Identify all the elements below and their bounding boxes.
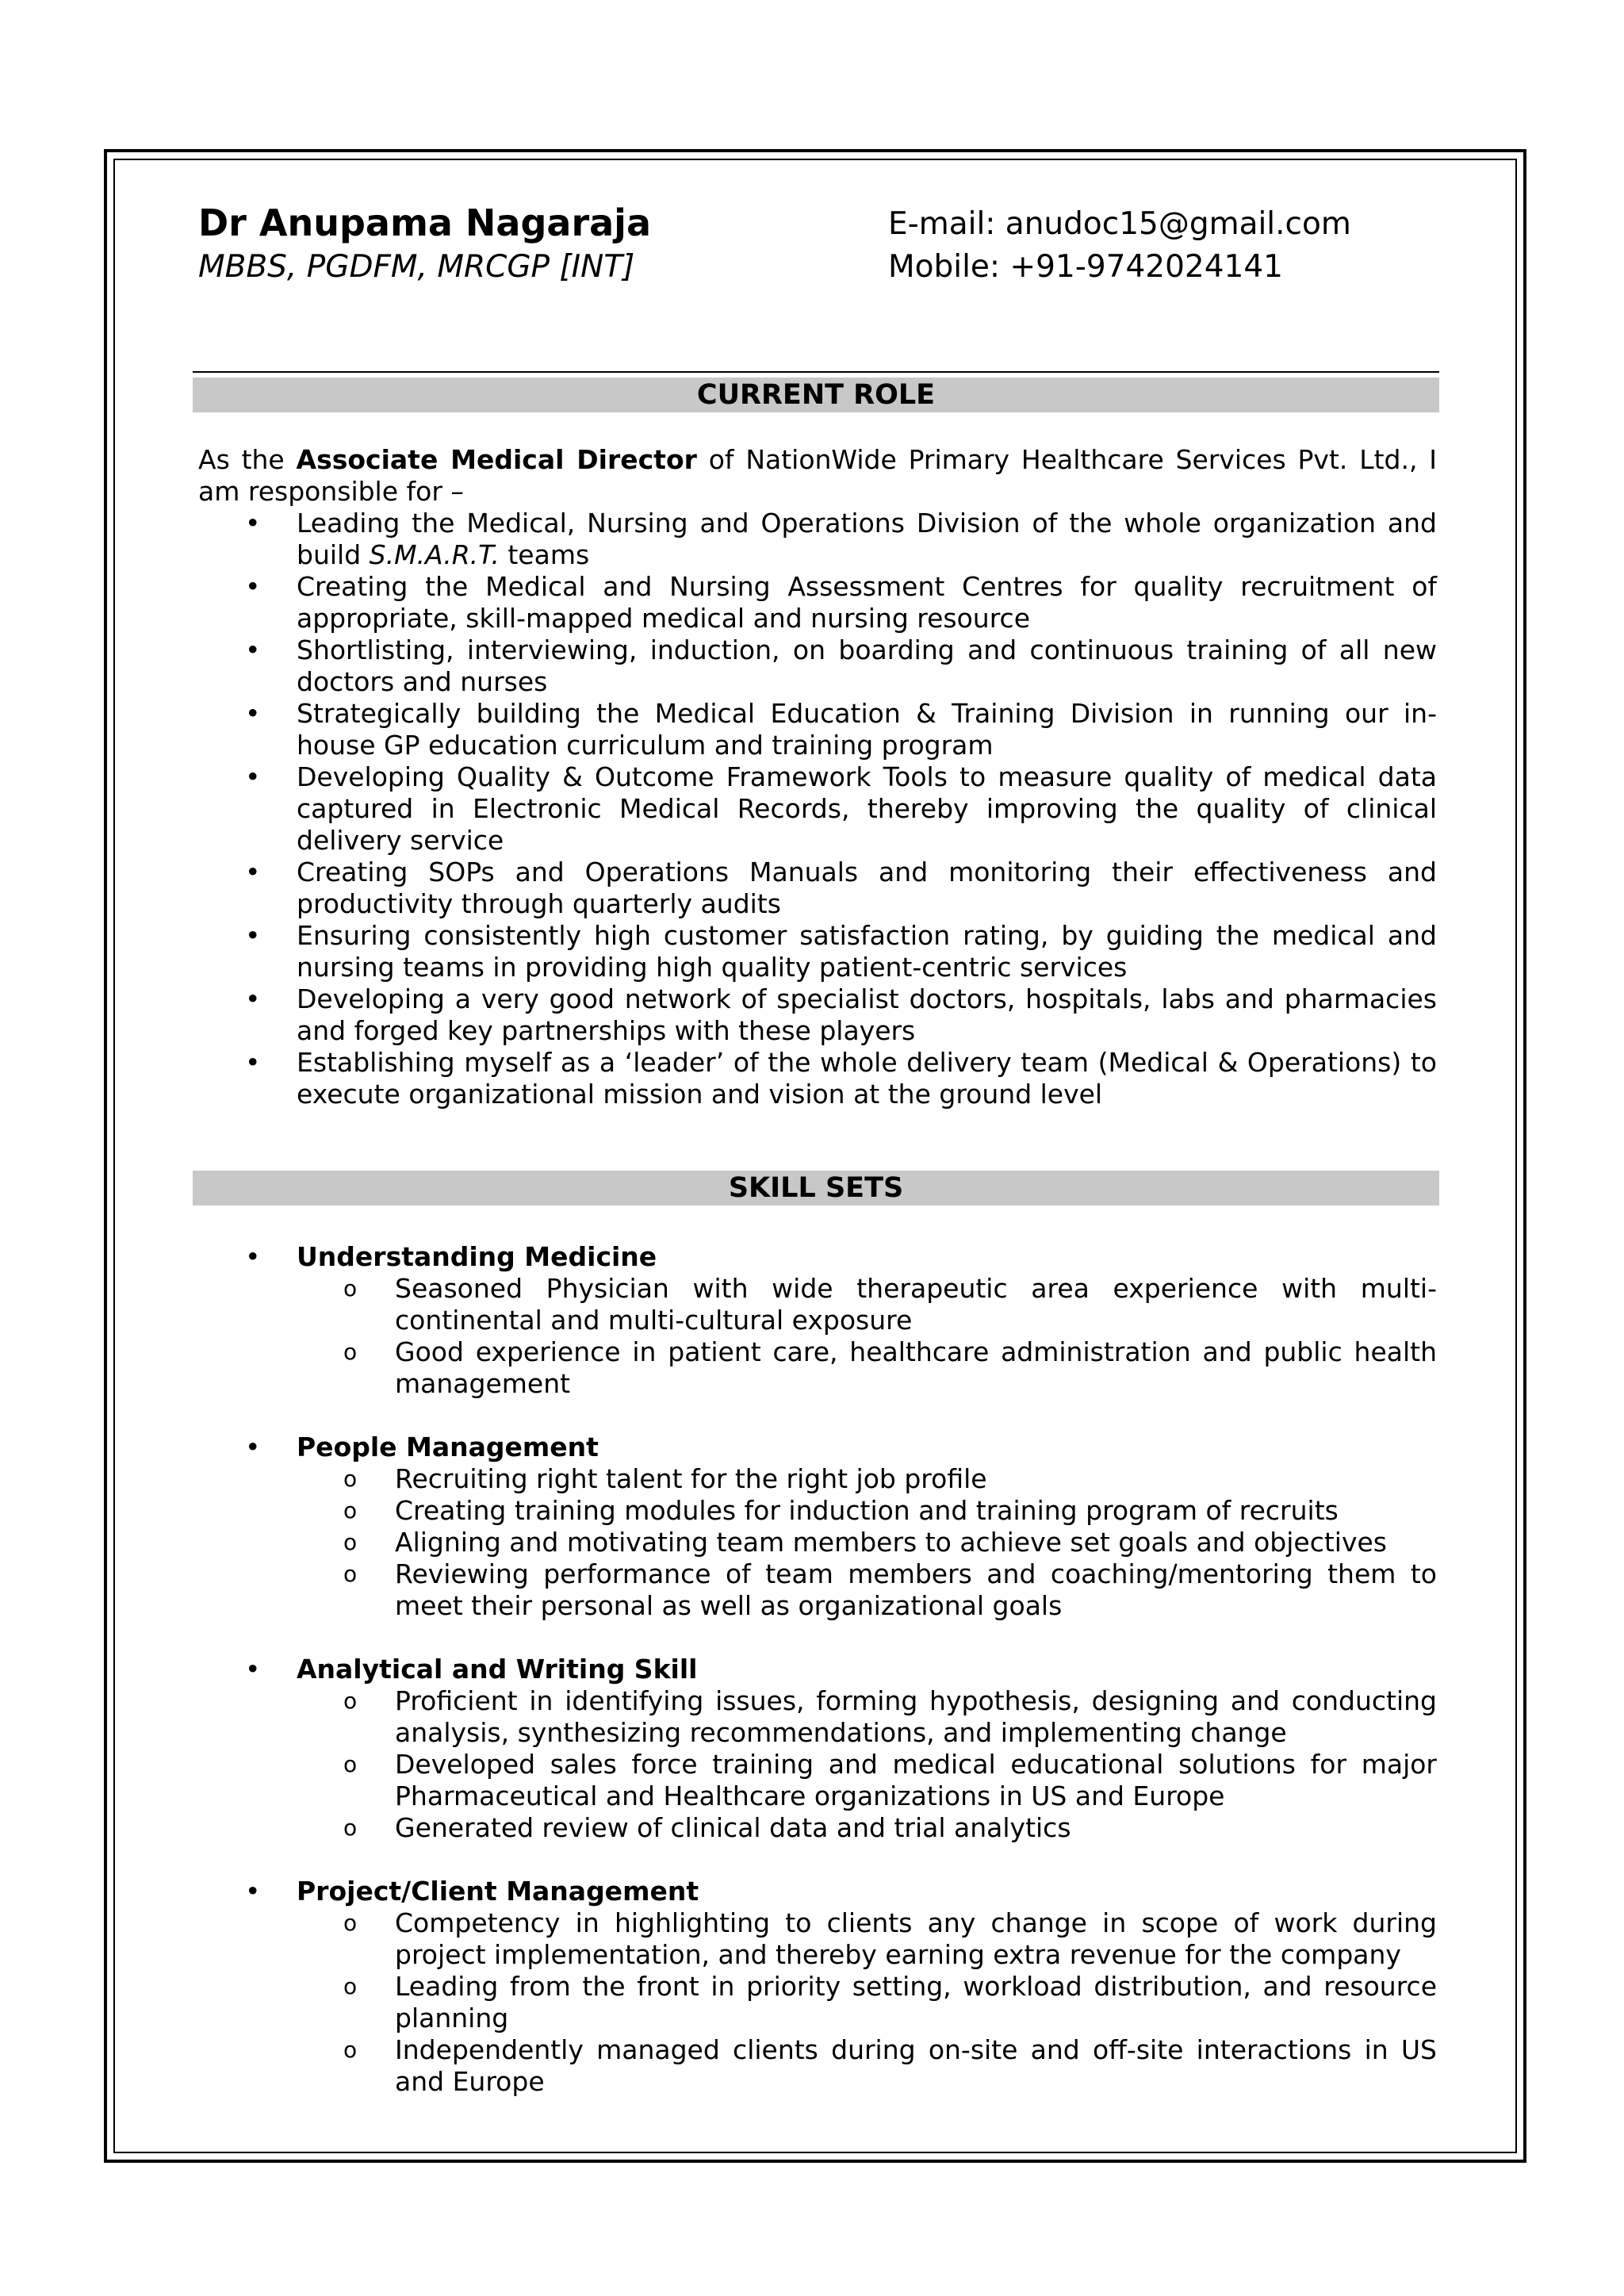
skill-list-item: o Generated review of clinical data and trial analytics: [343, 1812, 1071, 1843]
bullet-icon: •: [245, 1654, 261, 1685]
current-role-section: [198, 444, 1437, 1110]
circle-bullet-icon: o: [343, 1466, 358, 1492]
role-list-item: • Strategically building the Medical Education & Training Division in running our in-house GP education curriculum and training program: [245, 698, 1437, 761]
role-list-item: • Leading the Medical, Nursing and Operations Division of the whole organization and build S.M.A.R.T. teams: [245, 508, 1437, 570]
skill-list-item: o Recruiting right talent for the right job profile: [343, 1463, 987, 1494]
skill-list-item: o Aligning and motivating team members to achieve set goals and objectives: [343, 1527, 1388, 1558]
candidate-name: Dr Anupama Nagaraja: [198, 201, 651, 244]
bullet-icon: •: [245, 508, 261, 539]
skill-category-title: • Understanding Medicine: [245, 1241, 657, 1272]
bullet-icon: •: [245, 698, 261, 729]
spacer: [198, 1400, 1437, 1432]
skill-list-item: o Independently managed clients during on-site and off-site interactions in US and Europe: [343, 2034, 1437, 2097]
skill-item-list: [198, 1273, 1437, 1400]
circle-bullet-icon: o: [343, 1688, 358, 1714]
skill-item-list: [198, 1907, 1437, 2098]
skill-list-item: o Developed sales force training and medical educational solutions for major Pharmaceutical and Healthcare organizations in US and Europe: [343, 1749, 1437, 1811]
role-list-item: • Ensuring consistently high customer satisfaction rating, by guiding the medical and nursing teams in providing high quality patient-centric services: [245, 920, 1437, 983]
current-role-intro: As the Associate Medical Director of NationWide Primary Healthcare Services Pvt. Ltd., I am responsible for –: [198, 444, 1437, 507]
current-role-heading: CURRENT ROLE: [193, 378, 1439, 412]
bullet-icon: •: [245, 571, 261, 602]
bullet-icon: •: [245, 1432, 261, 1462]
current-role-list: [198, 508, 1437, 1110]
circle-bullet-icon: o: [343, 1973, 358, 1999]
circle-bullet-icon: o: [343, 1561, 358, 1587]
bullet-icon: •: [245, 634, 261, 665]
spacer: [198, 1622, 1437, 1654]
skill-list-item: o Competency in highlighting to clients any change in scope of work during project implementation, and thereby earning extra revenue for the company: [343, 1907, 1437, 1970]
skill-category-title: • People Management: [245, 1432, 599, 1462]
role-list-item: • Creating SOPs and Operations Manuals and monitoring their effectiveness and productivity through quarterly audits: [245, 857, 1437, 919]
circle-bullet-icon: o: [343, 2037, 358, 2063]
skill-list-item: o Good experience in patient care, healthcare administration and public health management: [343, 1336, 1437, 1399]
circle-bullet-icon: o: [343, 1339, 358, 1365]
skill-list-item: o Seasoned Physician with wide therapeutic area experience with multi-continental and multi-cultural exposure: [343, 1273, 1437, 1336]
skill-item-list: [198, 1685, 1437, 1844]
candidate-qualifications: MBBS, PGDFM, MRCGP [INT]: [198, 249, 635, 285]
bullet-icon: •: [245, 1876, 261, 1907]
bullet-icon: •: [245, 761, 261, 792]
circle-bullet-icon: o: [343, 1815, 358, 1841]
skill-sets-heading: SKILL SETS: [193, 1171, 1439, 1205]
mobile-contact: Mobile: +91-9742024141: [888, 249, 1283, 285]
skill-list-item: o Proficient in identifying issues, forming hypothesis, designing and conducting analysis, synthesizing recommendations, and implementing change: [343, 1685, 1437, 1748]
skill-sets-section: [198, 1241, 1437, 2098]
skill-category-title: • Analytical and Writing Skill: [245, 1654, 698, 1685]
email-contact: E-mail: anudoc15@gmail.com: [888, 206, 1351, 242]
header-divider: [193, 371, 1439, 373]
circle-bullet-icon: o: [343, 1910, 358, 1936]
skill-list-item: o Leading from the front in priority setting, workload distribution, and resource planning: [343, 1971, 1437, 2033]
role-list-item: • Establishing myself as a ‘leader’ of the whole delivery team (Medical & Operations) to execute organizational mission and vision at the ground level: [245, 1047, 1437, 1110]
skill-item-list: [198, 1463, 1437, 1622]
skill-category-title: • Project/Client Management: [245, 1876, 699, 1907]
bullet-icon: •: [245, 1047, 261, 1078]
spacer: [198, 1844, 1437, 1876]
bullet-icon: •: [245, 1241, 261, 1272]
role-list-item: • Creating the Medical and Nursing Assessment Centres for quality recruitment of appropriate, skill-mapped medical and nursing resource: [245, 571, 1437, 634]
bullet-icon: •: [245, 920, 261, 951]
skill-list-item: o Creating training modules for induction and training program of recruits: [343, 1495, 1339, 1526]
role-list-item: • Shortlisting, interviewing, induction, on boarding and continuous training of all new doctors and nurses: [245, 634, 1437, 697]
bullet-icon: •: [245, 983, 261, 1014]
bullet-icon: •: [245, 857, 261, 887]
role-list-item: • Developing a very good network of specialist doctors, hospitals, labs and pharmacies and forged key partnerships with these players: [245, 983, 1437, 1046]
role-title: Associate Medical Director: [296, 444, 697, 475]
circle-bullet-icon: o: [343, 1275, 358, 1301]
circle-bullet-icon: o: [343, 1497, 358, 1524]
role-list-item: • Developing Quality & Outcome Framework Tools to measure quality of medical data captured in Electronic Medical Records, thereby improving the quality of clinical delivery service: [245, 761, 1437, 856]
skill-list-item: o Reviewing performance of team members and coaching/mentoring them to meet their personal as well as organizational goals: [343, 1558, 1437, 1621]
circle-bullet-icon: o: [343, 1529, 358, 1555]
circle-bullet-icon: o: [343, 1751, 358, 1777]
